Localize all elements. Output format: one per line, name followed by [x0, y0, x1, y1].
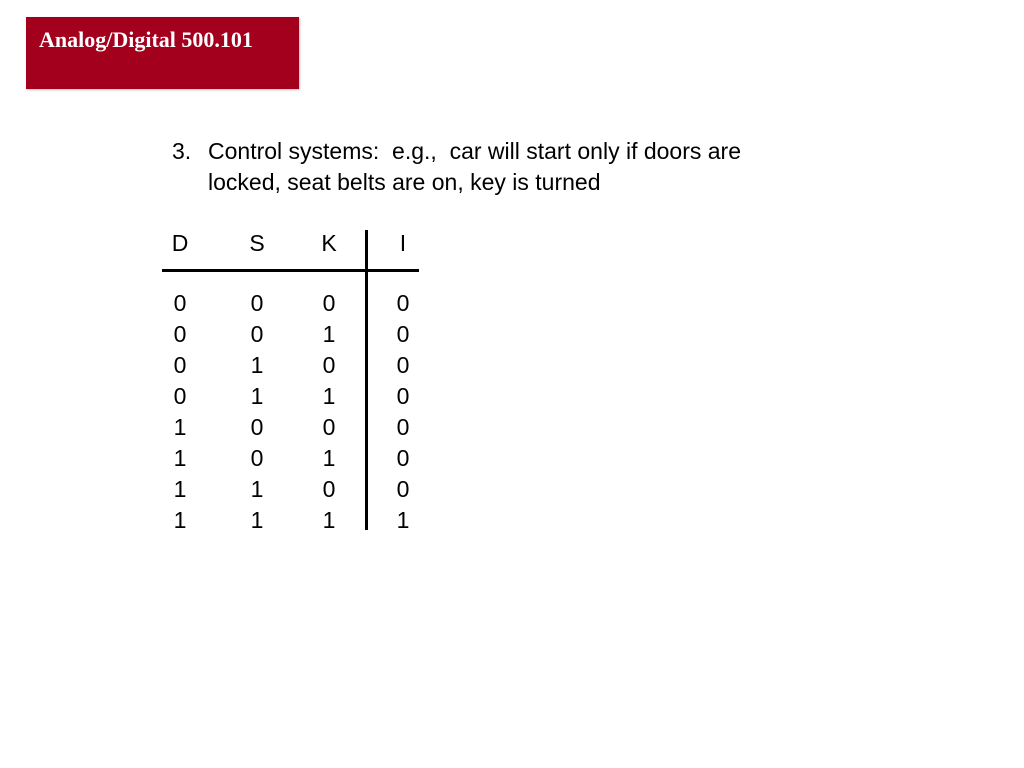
- table-cell: 1: [396, 507, 410, 533]
- table-cell: 1: [250, 383, 264, 409]
- table-cell: 1: [322, 321, 336, 347]
- slide-title-banner: [26, 17, 299, 89]
- column-header-k: K: [321, 230, 337, 256]
- list-item-text-line-2: locked, seat belts are on, key is turned: [208, 169, 601, 195]
- table-cell: 0: [173, 352, 187, 378]
- table-cell: 0: [173, 290, 187, 316]
- table-cell: 0: [250, 290, 264, 316]
- table-cell: 1: [173, 507, 187, 533]
- table-cell: 0: [396, 290, 410, 316]
- table-cell: 0: [322, 414, 336, 440]
- table-cell: 0: [173, 383, 187, 409]
- table-cell: 1: [173, 476, 187, 502]
- table-cell: 0: [322, 476, 336, 502]
- table-cell: 0: [396, 352, 410, 378]
- list-item-text-line-1: Control systems: e.g., car will start only if doors are: [208, 138, 742, 164]
- slide-title: Analog/Digital 500.101: [39, 27, 253, 52]
- table-cell: 0: [250, 321, 264, 347]
- table-cell: 1: [250, 507, 264, 533]
- table-cell: 1: [250, 352, 264, 378]
- table-cell: 0: [396, 414, 410, 440]
- table-cell: 1: [322, 445, 336, 471]
- column-header-d: D: [171, 230, 189, 256]
- table-cell: 0: [173, 321, 187, 347]
- table-cell: 0: [396, 476, 410, 502]
- column-header-i: I: [399, 230, 407, 256]
- table-cell: 1: [173, 414, 187, 440]
- table-cell: 1: [322, 507, 336, 533]
- truth-table: [162, 226, 422, 531]
- table-cell: 0: [322, 352, 336, 378]
- table-cell: 0: [396, 383, 410, 409]
- column-header-s: S: [249, 230, 265, 256]
- table-cell: 0: [396, 445, 410, 471]
- table-cell: 0: [396, 321, 410, 347]
- output-divider-line: [365, 230, 368, 530]
- table-cell: 1: [250, 476, 264, 502]
- list-item-number: 3.: [172, 138, 192, 164]
- table-cell: 0: [250, 414, 264, 440]
- table-cell: 0: [322, 290, 336, 316]
- table-cell: 1: [173, 445, 187, 471]
- table-cell: 1: [322, 383, 336, 409]
- table-cell: 0: [250, 445, 264, 471]
- header-divider-line: [162, 269, 419, 272]
